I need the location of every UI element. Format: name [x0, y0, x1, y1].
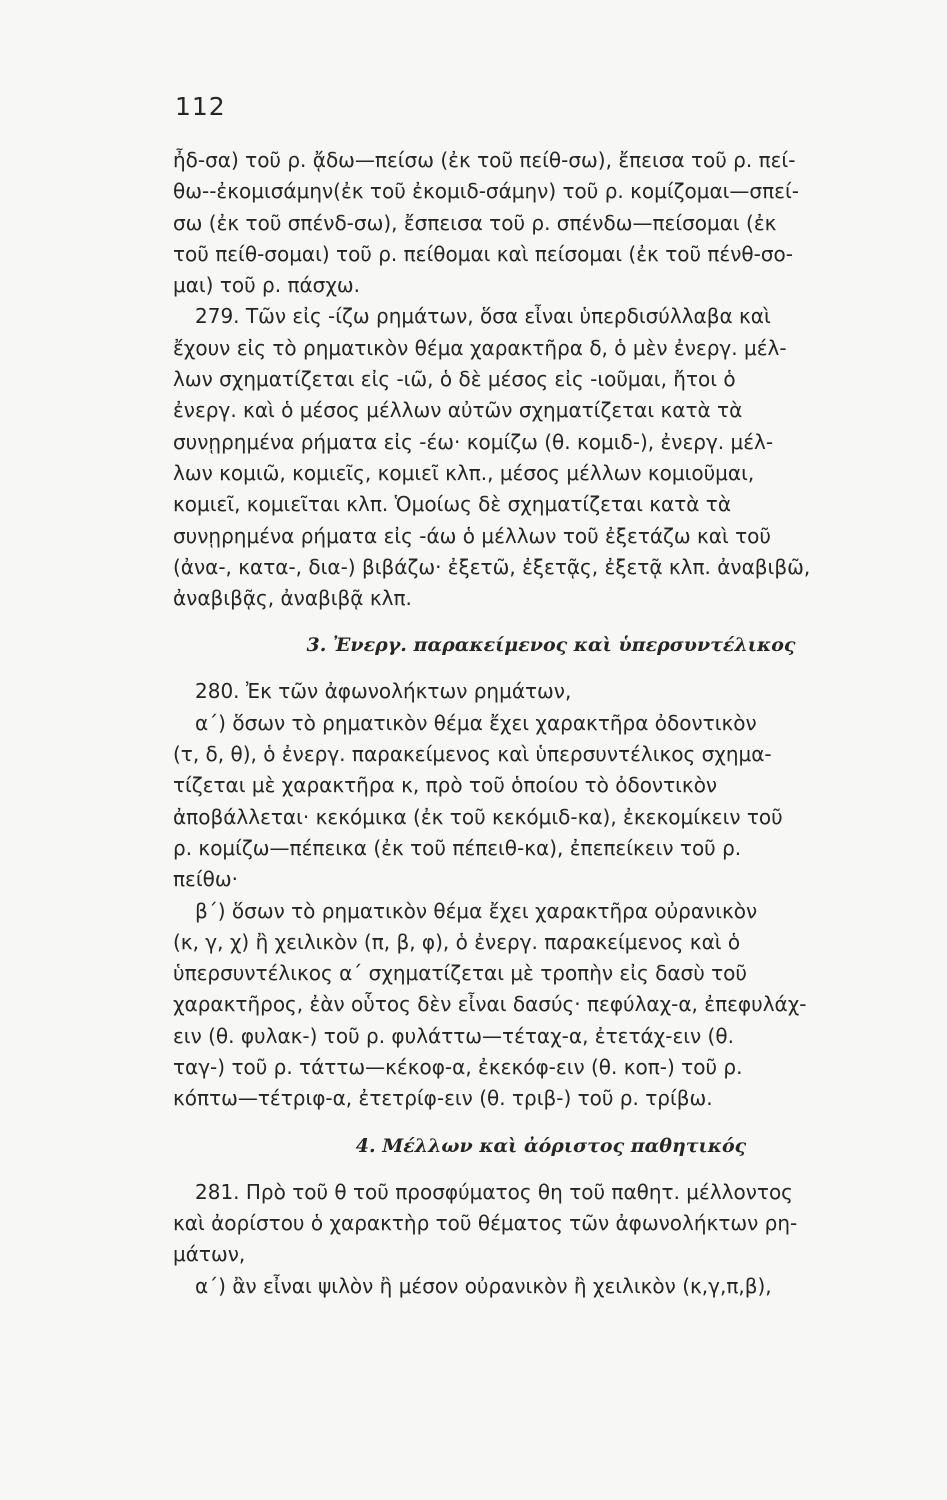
text-line: σω (ἐκ τοῦ σπένδ-σω), ἔσπεισα τοῦ ρ. σπένδω—πείσομαι (ἐκ — [173, 210, 777, 235]
text-line: (κ, γ, χ) ἢ χειλικὸν (π, β, φ), ὁ ἐνεργ. παρακείμενος καὶ ὁ — [173, 929, 741, 954]
text-line: μαι) τοῦ ρ. πάσχω. — [173, 273, 361, 298]
paragraph-281-start: 281. Πρὸ τοῦ θ τοῦ προσφύματος θη τοῦ παθητ. μέλλοντος — [195, 1179, 793, 1204]
text-line: κόπτω—τέτριφ-α, ἐτετρίφ-ειν (θ. τριβ-) τοῦ ρ. τρίβω. — [173, 1086, 713, 1111]
text-line: λων κομιῶ, κομιεῖς, κομιεῖ κλπ., μέσος μέλλων κομιοῦμαι, — [173, 460, 755, 485]
paragraph-279-start: 279. Τῶν εἰς -ίζω ρημάτων, ὅσα εἶναι ὑπερδισύλλαβα καὶ — [195, 304, 771, 329]
section-heading-4: 4. Μέλλων καὶ ἀόριστος παθητικός — [355, 1134, 747, 1157]
text-line: ὑπερσυντέλικος α΄ σχηματίζεται μὲ τροπὴν εἰς δασὺ τοῦ — [173, 961, 747, 986]
text-line: τοῦ πείθ-σομαι) τοῦ ρ. πείθομαι καὶ πείσομαι (ἐκ τοῦ πένθ-σο- — [173, 241, 793, 266]
text-line: θω--ἐκομισάμην(ἐκ τοῦ ἐκομιδ-σάμην) τοῦ ρ. κομίζομαι—σπεί- — [173, 179, 799, 204]
text-line: μάτων, — [173, 1242, 246, 1267]
text-line: ἔχουν εἰς τὸ ρηματικὸν θέμα χαρακτῆρα δ, ὁ μὲν ἐνεργ. μέλ- — [173, 335, 787, 360]
text-line: πείθω· — [173, 867, 238, 892]
body-text — [173, 145, 909, 1302]
text-line: ἀποβάλλεται· κεκόμικα (ἐκ τοῦ κεκόμιδ-κα), ἐκεκομίκειν τοῦ — [173, 804, 783, 829]
text-line: τίζεται μὲ χαρακτῆρα κ, πρὸ τοῦ ὁποίου τὸ ὀδοντικὸν — [173, 773, 718, 798]
text-line: (ἀνα-, κατα-, δια-) βιβάζω· ἐξετῶ, ἐξετᾷς, ἐξετᾷ κλπ. ἀναβιβῶ, — [173, 554, 811, 579]
text-line: καὶ ἀορίστου ὁ χαρακτὴρ τοῦ θέματος τῶν ἀφωνολήκτων ρη- — [173, 1210, 798, 1235]
text-line: ειν (θ. φυλακ-) τοῦ ρ. φυλάττω—τέταχ-α, ἐτετάχ-ειν (θ. — [173, 1023, 734, 1048]
list-item-alpha: α΄) ἂν εἶναι ψιλὸν ἢ μέσον οὐρανικὸν ἢ χειλικὸν (κ,γ,π,β), — [195, 1273, 772, 1298]
text-line: χαρακτῆρος, ἐὰν οὗτος δὲν εἶναι δασύς· πεφύλαχ-α, ἐπεφυλάχ- — [173, 992, 807, 1017]
text-line: ταγ-) τοῦ ρ. τάττω—κέκοφ-α, ἐκεκόφ-ειν (θ. κοπ-) τοῦ ρ. — [173, 1055, 743, 1080]
text-line: ἐνεργ. καὶ ὁ μέσος μέλλων αὐτῶν σχηματίζεται κατὰ τὰ — [173, 398, 743, 423]
section-heading-3: 3. Ἐνεργ. παρακείμενος καὶ ὑπερσυντέλικος — [306, 634, 796, 657]
text-line: συνῃρημένα ρήματα εἰς -άω ὁ μέλλων τοῦ ἐξετάζω καὶ τοῦ — [173, 523, 771, 548]
text-line: συνῃρημένα ρήματα εἰς -έω· κομίζω (θ. κομιδ-), ἐνεργ. μέλ- — [173, 429, 774, 454]
text-line: λων σχηματίζεται εἰς -ιῶ, ὁ δὲ μέσος εἰς -ιοῦμαι, ἤτοι ὁ — [173, 367, 736, 392]
list-item-beta: β΄) ὅσων τὸ ρηματικὸν θέμα ἔχει χαρακτῆρα οὐρανικὸν — [195, 898, 758, 923]
text-line: κομιεῖ, κομιεῖται κλπ. Ὁμοίως δὲ σχηματίζεται κατὰ τὰ — [173, 492, 732, 517]
paragraph-280-start: 280. Ἐκ τῶν ἀφωνολήκτων ρημάτων, — [195, 679, 572, 704]
text-line: ἦδ-σα) τοῦ ρ. ᾄδω—πείσω (ἐκ τοῦ πείθ-σω), ἔπεισα τοῦ ρ. πεί- — [173, 148, 796, 172]
page-number: 112 — [175, 92, 226, 121]
list-item-alpha: α΄) ὅσων τὸ ρηματικὸν θέμα ἔχει χαρακτῆρα ὀδοντικὸν — [195, 710, 757, 735]
text-line: ἀναβιβᾷς, ἀναβιβᾷ κλπ. — [173, 586, 412, 611]
text-line: (τ, δ, θ), ὁ ἐνεργ. παρακείμενος καὶ ὑπερσυντέλικος σχημα- — [173, 742, 772, 767]
text-line: ρ. κομίζω—πέπεικα (ἐκ τοῦ πέπειθ-κα), ἐπεπείκειν τοῦ ρ. — [173, 835, 742, 860]
